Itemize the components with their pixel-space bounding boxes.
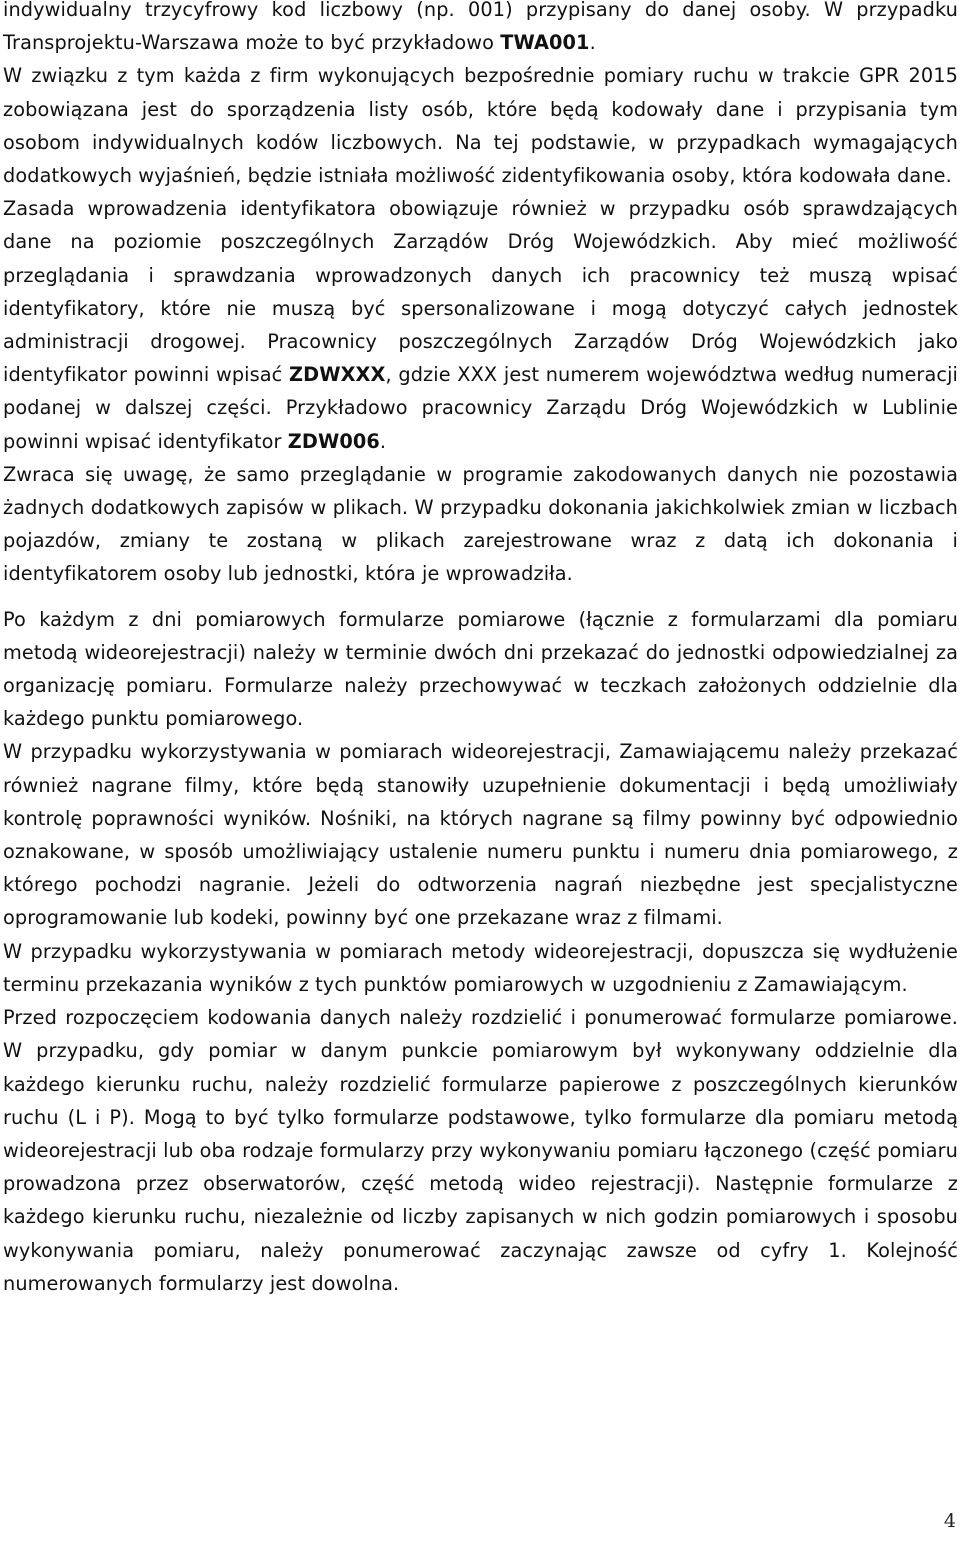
- paragraph-form-numbering: [3, 1001, 958, 1300]
- paragraph-text: W przypadku wykorzystywania w pomiarach wideorejestracji, Zamawiającemu należy przekazać również nagrane filmy, które będą stanowiły uzupełnienie dokumentacji i będą umożliwiały kontrolę poprawności wyników. Nośniki, na których nagrane są filmy powinny być odpowiednio oznakowane, w sposób umożliwiający ustalenie numeru punktu i numeru dnia pomiarowego, z którego pochodzi nagranie. Jeżeli do odtworzenia nagrań niezbędne jest specjalistyczne oprogramowanie lub kodeki, powinny być one przekazane wraz z filmami.: [3, 740, 958, 930]
- paragraph-text: Zasada wprowadzenia identyfikatora obowiązuje również w przypadku osób sprawdzających dane na poziomie poszczególnych Zarządów Dróg Wojewódzkich. Aby mieć możliwość przeglądania i sprawdzania wprowadzonych danych ich pracownicy też muszą wpisać identyfikatory, które nie muszą być spersonalizowane i mogą dotyczyć całych jednostek administracji drogowej. Pracownicy poszczególnych Zarządów Dróg Wojewódzkich jako identyfikator powinni wpisać: [3, 197, 958, 387]
- paragraph-deadline-extension: [3, 935, 958, 1001]
- identifier-code-zdwxxx: ZDWXXX: [289, 363, 386, 387]
- page-number: 4: [943, 1510, 956, 1532]
- paragraph-text: W przypadku wykorzystywania w pomiarach metody wideorejestracji, dopuszcza się wydłużenie terminu przekazania wyników z tych punktów pomiarowych w uzgodnieniu z Zamawiającym.: [3, 939, 958, 996]
- paragraph-identifier-example: [3, 0, 958, 59]
- paragraph-forms-handover: [3, 603, 958, 736]
- paragraph-text: W związku z tym każda z firm wykonujących bezpośrednie pomiary ruchu w trakcie GPR 2015 zobowiązana jest do sporządzenia listy osób, które będą kodowały dane i przypisania tym osobom indywidualnych kodów liczbowych. Na tej podstawie, w przypadkach wymagających dodatkowych wyjaśnień, będzie istniała możliwość zidentyfikowania osoby, która kodowała dane.: [3, 64, 958, 188]
- paragraph-text: Przed rozpoczęciem kodowania danych należy rozdzielić i ponumerować formularze pomiarowe. W przypadku, gdy pomiar w danym punkcie pomiarowym był wykonywany oddzielnie dla każdego kierunku ruchu, należy rozdzielić formularze papierowe z poszczególnych kierunków ruchu (L i P). Mogą to być tylko formularze podstawowe, tylko formularze dla pomiaru metodą wideorejestracji lub oba rodzaje formularzy przy wykonywaniu pomiaru łączonego (część pomiaru prowadzona przez obserwatorów, część metodą wideo rejestracji). Następnie formularze z każdego kierunku ruchu, niezależnie od liczby zapisanych w nich godzin pomiarowych i sposobu wykonywania pomiaru, należy ponumerować zaczynając zawsze od cyfry 1. Kolejność numerowanych formularzy jest dowolna.: [3, 1006, 958, 1295]
- paragraph-text: indywidualny trzycyfrowy kod liczbowy (np. 001) przypisany do danej osoby. W przypadku Transprojektu-Warszawa może to być przykładowo: [3, 0, 958, 55]
- paragraph-text: .: [379, 429, 387, 453]
- paragraph-video-recordings: [3, 735, 958, 934]
- identifier-code-zdw006: ZDW006: [287, 429, 380, 453]
- paragraph-browsing-changes: [3, 458, 958, 591]
- paragraph-text: .: [589, 31, 596, 55]
- paragraph-text: , gdzie XXX jest numerem województwa według numeracji podanej w dalszej części. Przykładowo pracownicy Zarządu Dróg Wojewódzkich w Lublinie powinni wpisać identyfikator: [3, 363, 958, 453]
- document-body: [3, 0, 958, 1300]
- paragraph-zdw-identifier: [3, 192, 958, 458]
- paragraph-text: Zwraca się uwagę, że samo przeglądanie w programie zakodowanych danych nie pozostawia żadnych dodatkowych zapisów w plikach. W przypadku dokonania jakichkolwiek zmian w liczbach pojazdów, zmiany te zostaną w plikach zarejestrowane wraz z datą ich dokonania i identyfikatorem osoby lub jednostki, która je wprowadziła.: [3, 462, 958, 586]
- identifier-code-twa001: TWA001: [500, 31, 590, 55]
- paragraph-text: Po każdym z dni pomiarowych formularze pomiarowe (łącznie z formularzami dla pomiaru metodą wideorejestracji) należy w terminie dwóch dni przekazać do jednostki odpowiedzialnej za organizację pomiaru. Formularze należy przechowywać w teczkach założonych oddzielnie dla każdego punktu pomiarowego.: [3, 607, 958, 731]
- paragraph-coding-staff-list: [3, 59, 958, 192]
